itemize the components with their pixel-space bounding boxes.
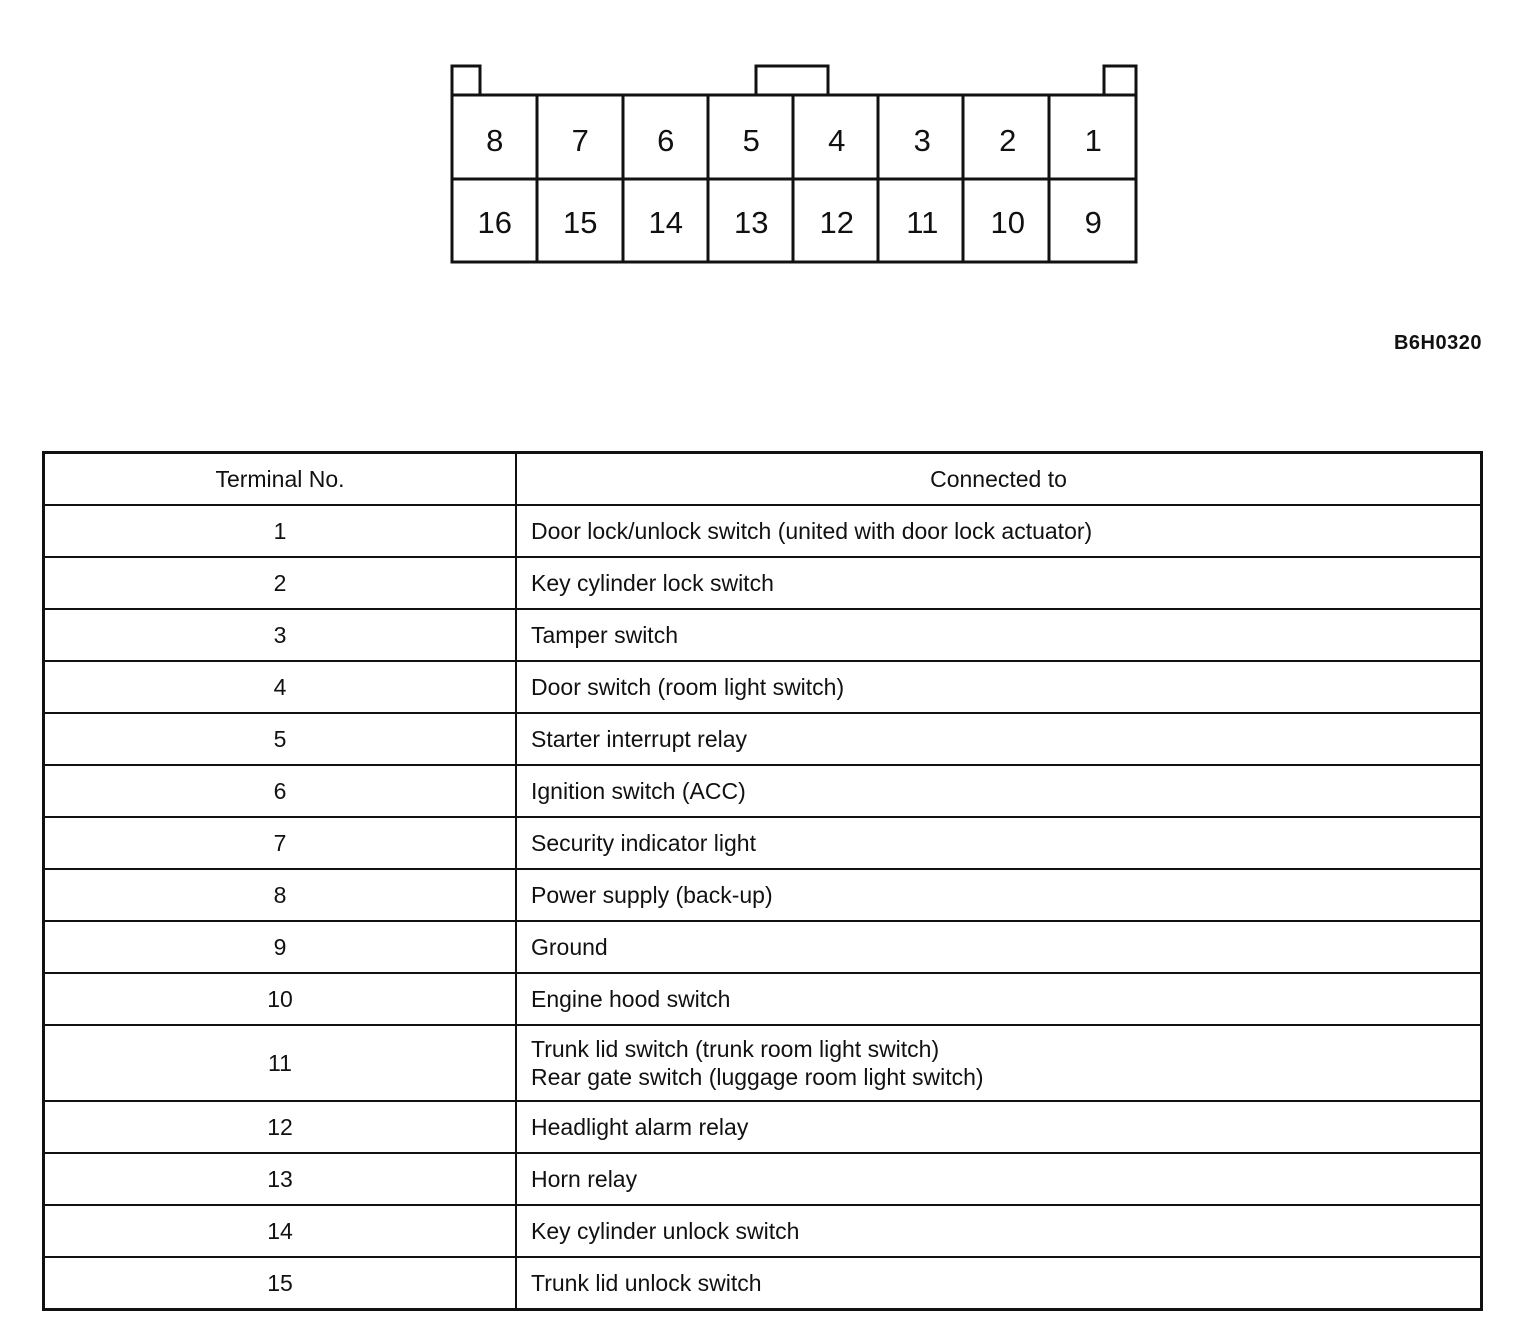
header-terminal-no: Terminal No. — [44, 453, 517, 506]
pin-label: 10 — [990, 205, 1026, 240]
pin-label: 5 — [742, 123, 760, 158]
pin-label: 4 — [828, 123, 846, 158]
connected-to-line: Horn relay — [531, 1166, 638, 1192]
connected-to — [516, 869, 1482, 921]
terminal-number: 1 — [44, 505, 517, 557]
connected-to-line: Key cylinder unlock switch — [531, 1218, 800, 1244]
terminal-number: 2 — [44, 557, 517, 609]
terminal-number: 11 — [44, 1025, 517, 1101]
pin-label: 11 — [906, 205, 939, 240]
terminal-number: 5 — [44, 713, 517, 765]
connected-to-line: Rear gate switch (luggage room light switch) — [531, 1064, 984, 1090]
table-row — [44, 557, 1482, 609]
connected-to-line: Ignition switch (ACC) — [531, 778, 746, 804]
connected-to-line: Trunk lid unlock switch — [531, 1270, 762, 1296]
terminal-number: 10 — [44, 973, 517, 1025]
figure-code: B6H0320 — [1393, 332, 1482, 354]
pin-label: 3 — [913, 123, 931, 158]
pin-label: 1 — [1084, 123, 1102, 158]
terminal-number: 8 — [44, 869, 517, 921]
pin-label: 6 — [657, 123, 675, 158]
connected-to-line: Engine hood switch — [531, 986, 731, 1012]
terminal-table — [42, 451, 1483, 1311]
pin-label: 2 — [999, 123, 1017, 158]
pin-label: 8 — [486, 123, 504, 158]
connected-to — [516, 505, 1482, 557]
table-row — [44, 505, 1482, 557]
header-connected-to: Connected to — [516, 453, 1482, 506]
connected-to — [516, 921, 1482, 973]
connected-to-line: Key cylinder lock switch — [531, 570, 774, 596]
connected-to-line: Door lock/unlock switch (united with door lock actuator) — [531, 518, 1093, 544]
connected-to — [516, 817, 1482, 869]
connected-to-line: Tamper switch — [531, 622, 678, 648]
pin-label: 9 — [1084, 205, 1102, 240]
connected-to-line: Headlight alarm relay — [531, 1114, 749, 1140]
table-row — [44, 1153, 1482, 1205]
table-row — [44, 1205, 1482, 1257]
pin-label: 15 — [563, 205, 598, 240]
terminal-number: 4 — [44, 661, 517, 713]
pin-label: 14 — [648, 205, 684, 240]
table-row — [44, 973, 1482, 1025]
table-row — [44, 1101, 1482, 1153]
connected-to — [516, 713, 1482, 765]
connected-to — [516, 1153, 1482, 1205]
terminal-number: 13 — [44, 1153, 517, 1205]
pin-label: 13 — [734, 205, 769, 240]
pin-label: 12 — [819, 205, 855, 240]
table-row — [44, 921, 1482, 973]
connected-to — [516, 661, 1482, 713]
terminal-number: 12 — [44, 1101, 517, 1153]
connected-to — [516, 1101, 1482, 1153]
terminal-number: 9 — [44, 921, 517, 973]
terminal-number: 3 — [44, 609, 517, 661]
connected-to-line: Door switch (room light switch) — [531, 674, 845, 700]
pin-label: 7 — [571, 123, 589, 158]
connected-to — [516, 609, 1482, 661]
connected-to-line: Starter interrupt relay — [531, 726, 748, 752]
terminal-number: 6 — [44, 765, 517, 817]
connected-to-line: Power supply (back-up) — [531, 882, 773, 908]
connected-to — [516, 557, 1482, 609]
connected-to — [516, 973, 1482, 1025]
connected-to — [516, 765, 1482, 817]
terminal-number: 14 — [44, 1205, 517, 1257]
terminal-number: 15 — [44, 1257, 517, 1310]
table-row — [44, 817, 1482, 869]
table-header-row — [44, 453, 1482, 506]
connected-to-line: Trunk lid switch (trunk room light switch) — [531, 1036, 940, 1062]
connected-to — [516, 1025, 1482, 1101]
table-row — [44, 609, 1482, 661]
pin-label: 16 — [477, 205, 513, 240]
connected-to — [516, 1257, 1482, 1310]
table-row — [44, 869, 1482, 921]
table-row — [44, 713, 1482, 765]
table-row — [44, 661, 1482, 713]
connected-to — [516, 1205, 1482, 1257]
terminal-number: 7 — [44, 817, 517, 869]
connected-to-line: Ground — [531, 934, 608, 960]
table-row — [44, 765, 1482, 817]
connected-to-line: Security indicator light — [531, 830, 756, 856]
connector-diagram — [440, 55, 1150, 275]
table-row — [44, 1257, 1482, 1310]
table-row — [44, 1025, 1482, 1101]
